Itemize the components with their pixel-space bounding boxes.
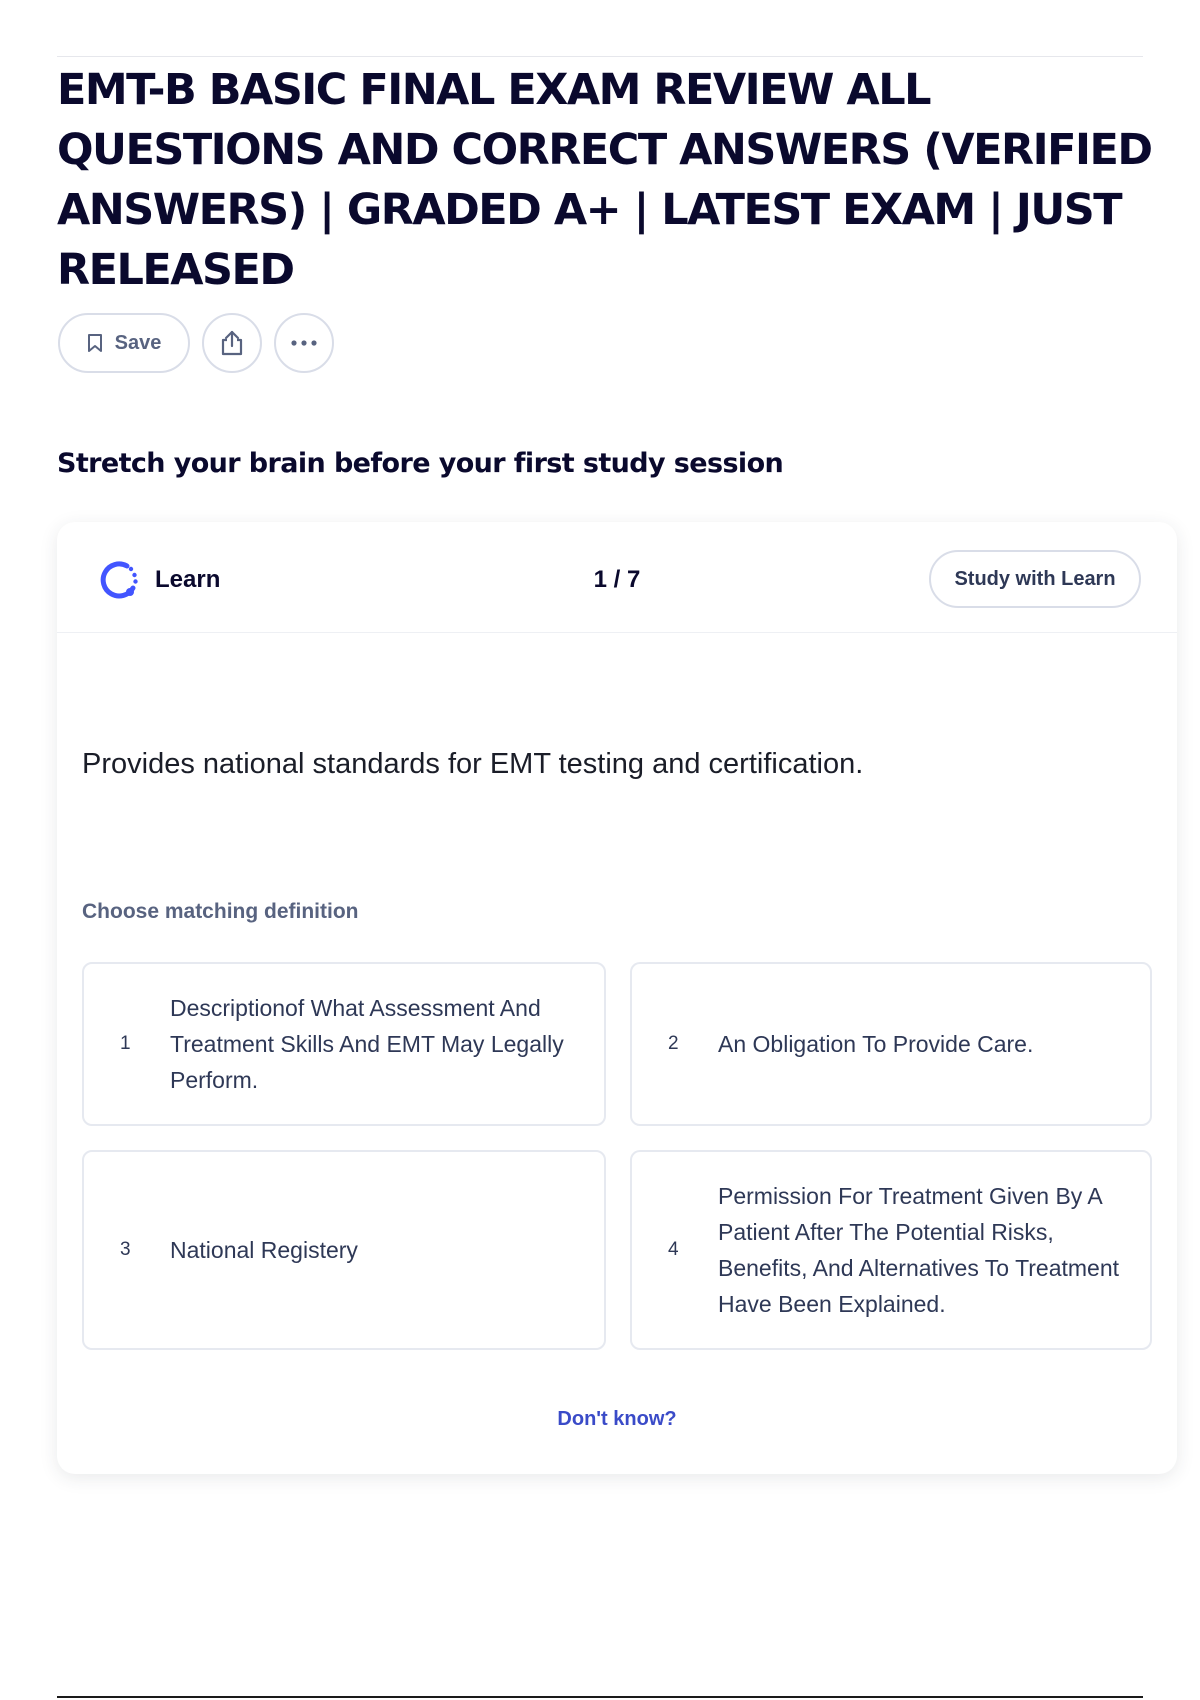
question-term: Provides national standards for EMT testing and certification. xyxy=(82,748,864,780)
option-text: National Registery xyxy=(170,1237,358,1263)
answer-option-2[interactable] xyxy=(630,962,1152,1126)
save-button-label: Save xyxy=(114,331,162,354)
answer-option-3[interactable] xyxy=(82,1150,606,1350)
save-button[interactable] xyxy=(58,313,190,373)
share-button[interactable] xyxy=(202,313,262,373)
action-bar xyxy=(58,313,334,373)
learn-progress-icon xyxy=(97,558,141,602)
more-options-button[interactable] xyxy=(274,313,334,373)
answer-option-4[interactable] xyxy=(630,1150,1152,1350)
section-heading: Stretch your brain before your first study session xyxy=(57,448,784,479)
option-text: An Obligation To Provide Care. xyxy=(718,1031,1034,1057)
dont-know-container xyxy=(57,1408,1177,1431)
bookmark-icon xyxy=(87,333,103,353)
question-progress: 1 / 7 xyxy=(593,566,641,593)
option-number: 1 xyxy=(120,1033,131,1054)
option-text: Permission For Treatment Given By A Patient After The Potential Risks, Benefits, And Alternatives To Treatment Have Been Explained. xyxy=(718,1183,1120,1317)
learn-card-header xyxy=(57,522,1177,633)
top-divider xyxy=(57,56,1143,57)
study-with-learn-button[interactable]: Study with Learn xyxy=(929,550,1141,608)
option-number: 2 xyxy=(668,1033,679,1054)
learn-card xyxy=(57,522,1177,1474)
answer-option-1[interactable] xyxy=(82,962,606,1126)
option-text: Descriptionof What Assessment And Treatment Skills And EMT May Legally Perform. xyxy=(170,995,564,1093)
page-title: EMT-B BASIC FINAL EXAM REVIEW ALL QUESTIONS AND CORRECT ANSWERS (VERIFIED ANSWERS) | GRADED A+ | LATEST EXAM | JUST RELEASED xyxy=(57,65,1152,295)
learn-mode-label: Learn xyxy=(155,566,221,593)
more-dots-icon xyxy=(290,339,318,347)
answer-prompt: Choose matching definition xyxy=(82,900,359,923)
dont-know-link[interactable]: Don't know? xyxy=(557,1408,677,1430)
bottom-divider xyxy=(57,1696,1143,1698)
option-number: 4 xyxy=(668,1239,679,1260)
option-number: 3 xyxy=(120,1239,131,1260)
share-icon xyxy=(219,329,245,357)
